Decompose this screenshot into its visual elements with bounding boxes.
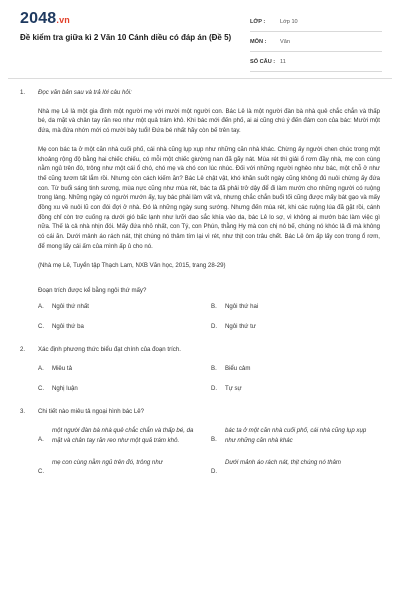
- answer-options: [20, 302, 380, 331]
- exam-title: Đề kiểm tra giữa kì 2 Văn 10 Cánh diều có đáp án (Đề 5): [20, 33, 232, 42]
- option-letter: C.: [38, 384, 45, 392]
- question-2: [20, 345, 380, 355]
- option-text: Ngôi thứ ba: [52, 322, 84, 330]
- option-d[interactable]: [211, 322, 384, 332]
- option-letter: D.: [211, 467, 218, 475]
- option-letter: D.: [211, 322, 218, 330]
- question-1: [20, 88, 380, 98]
- option-letter: D.: [211, 384, 218, 392]
- logo-tld: .vn: [56, 15, 71, 25]
- option-b[interactable]: [211, 302, 384, 312]
- option-text: mẹ con cùng nằm ngủ trên đó, trông như: [52, 458, 163, 466]
- option-b[interactable]: [211, 364, 384, 374]
- question-3: [20, 407, 380, 417]
- meta-value: Lớp 10: [280, 18, 298, 25]
- question-text: Chi tiết nào miêu tả ngoại hình bác Lê?: [38, 408, 145, 416]
- meta-row-subject: [250, 32, 382, 52]
- option-letter: C.: [38, 467, 45, 475]
- meta-label: MÔN :: [250, 38, 267, 45]
- option-d[interactable]: [211, 384, 384, 394]
- option-text: Ngôi thứ hai: [225, 302, 259, 310]
- passage-paragraph: Nhà mẹ Lê là một gia đình một người mẹ với mười một người con. Bác Lê là một người đàn bà nhà quê chắc chắn và thấp bé, da mặt và chân tay răn reo như một quả trám khô. Khi bác mới đến phố, ai ai cũng chú ý đến đám con của bác: Mười một đứa, mà đứa nhớn mới có mười bảy tuổi! Đứa bé nhất hãy còn bế trên tay.: [38, 107, 380, 135]
- exam-meta: [250, 12, 382, 72]
- meta-value: Văn: [280, 38, 290, 45]
- meta-value: 11: [280, 58, 286, 65]
- option-letter: A.: [38, 436, 44, 444]
- question-number: 2.: [20, 346, 26, 354]
- answer-options: [20, 364, 380, 393]
- option-a[interactable]: [38, 364, 211, 374]
- option-text: một người đàn bà nhà quê chắc chắn và thấp bé, da mặt và chân tay răn reo như một quả trám khô.: [52, 427, 194, 444]
- option-text: Miêu tả: [52, 365, 72, 373]
- option-d[interactable]: [211, 458, 384, 477]
- sub-question: Đoạn trích được kể bằng ngôi thứ mấy?: [38, 287, 147, 295]
- option-text: Nghị luận: [52, 384, 78, 392]
- reading-passage: [20, 107, 380, 252]
- page-header: [0, 0, 400, 74]
- option-letter: C.: [38, 322, 45, 330]
- option-c[interactable]: [38, 458, 211, 477]
- exam-content: [20, 88, 380, 490]
- option-b[interactable]: [211, 426, 384, 445]
- passage-source: (Nhà mẹ Lê, Tuyển tập Thạch Lam, NXB Văn học, 2015, trang 28-29): [38, 261, 226, 269]
- answer-options: [20, 426, 380, 476]
- option-a[interactable]: [38, 302, 211, 312]
- option-text: Ngôi thứ nhất: [52, 302, 89, 310]
- option-a[interactable]: [38, 426, 211, 445]
- option-text: Tự sự: [225, 384, 242, 392]
- meta-label: LỚP :: [250, 18, 266, 25]
- option-c[interactable]: [38, 384, 211, 394]
- option-letter: A.: [38, 365, 44, 373]
- header-divider: [8, 78, 392, 79]
- option-letter: B.: [211, 436, 217, 444]
- meta-row-count: [250, 52, 382, 72]
- option-text: Ngôi thứ tư: [225, 322, 256, 330]
- option-text: bác ta ở một căn nhà cuối phố, cái nhà cũng lụp xụp như những căn nhà khác: [225, 427, 367, 444]
- passage-paragraph: Mẹ con bác ta ở một căn nhà cuối phố, cái nhà cũng lụp xụp như những căn nhà khác. Chừng ấy người chen chúc trong một khoảng rộng độ bằng hai chiếc chiếu, có mỗi một chiếc giường nan đã gãy nát. Mùa rét thì giải ổ rơm đầy nhà, mẹ con cùng nằm ngủ trên đó, trông như một cái ổ chó, chó mẹ và chó con lúc nhúc. Đối với những người nghèo như bác, một chỗ ở như thế cũng tươm tất lắm rồi. Nhưng còn cách kiếm ăn? Bác Lê chật vật, khó khăn suốt ngày cũng không đủ nuôi chừng ấy đứa con. Từ buổi sáng tinh sương, mùa nực cũng như mùa rét, bác ta đã phải trở dậy để đi làm mướn cho những người có ruộng trong làng. Những ngày có người mướn ấy, tuy bác phải làm vất vả, nhưng chắc chắn buổi tối cũng được mấy bát gạo và mấy đồng xu về nuôi lũ con đói đợi ở nhà. Đó là những ngày sung sướng. Nhưng đến mùa rét, khi các ruộng lúa đã gặt rồi, cánh đồng chỉ còn trơ cuống rạ dưới gió bấc lạnh như lưỡi dao sắc khía vào da, bác Lê lo sợ, vì không ai mướn bác làm việc gì nữa. Thế là cả nhà nhịn đói. Mấy đứa nhỏ nhất, con Tý, con Phún, thằng Hy mà con chị nó bế, chúng nó khóc lả đi mà không có cái ăn. Dưới mảnh áo rách nát, thịt chúng nó thâm tím lại vì rét, như thịt con trâu chết. Bác Lê ôm ấp lấy con trong ổ rơm, để mong lấy cái ấm của mình ấp ủ cho nó.: [38, 145, 380, 250]
- question-text: Đọc văn bản sau và trả lời câu hỏi:: [38, 89, 132, 96]
- option-letter: B.: [211, 302, 217, 310]
- option-text: Biểu cảm: [225, 365, 251, 373]
- option-c[interactable]: [38, 322, 211, 332]
- question-text: Xác định phương thức biểu đạt chính của đoạn trích.: [38, 346, 181, 354]
- option-letter: B.: [211, 365, 217, 373]
- option-text: Dưới mảnh áo rách nát, thịt chúng nó thâm: [225, 458, 341, 466]
- site-logo[interactable]: [20, 10, 70, 28]
- meta-label: SỐ CÂU :: [250, 58, 276, 65]
- logo-text: 2048: [20, 10, 57, 27]
- meta-row-class: [250, 12, 382, 32]
- option-letter: A.: [38, 302, 44, 310]
- question-number: 3.: [20, 408, 26, 416]
- question-number: 1.: [20, 89, 26, 96]
